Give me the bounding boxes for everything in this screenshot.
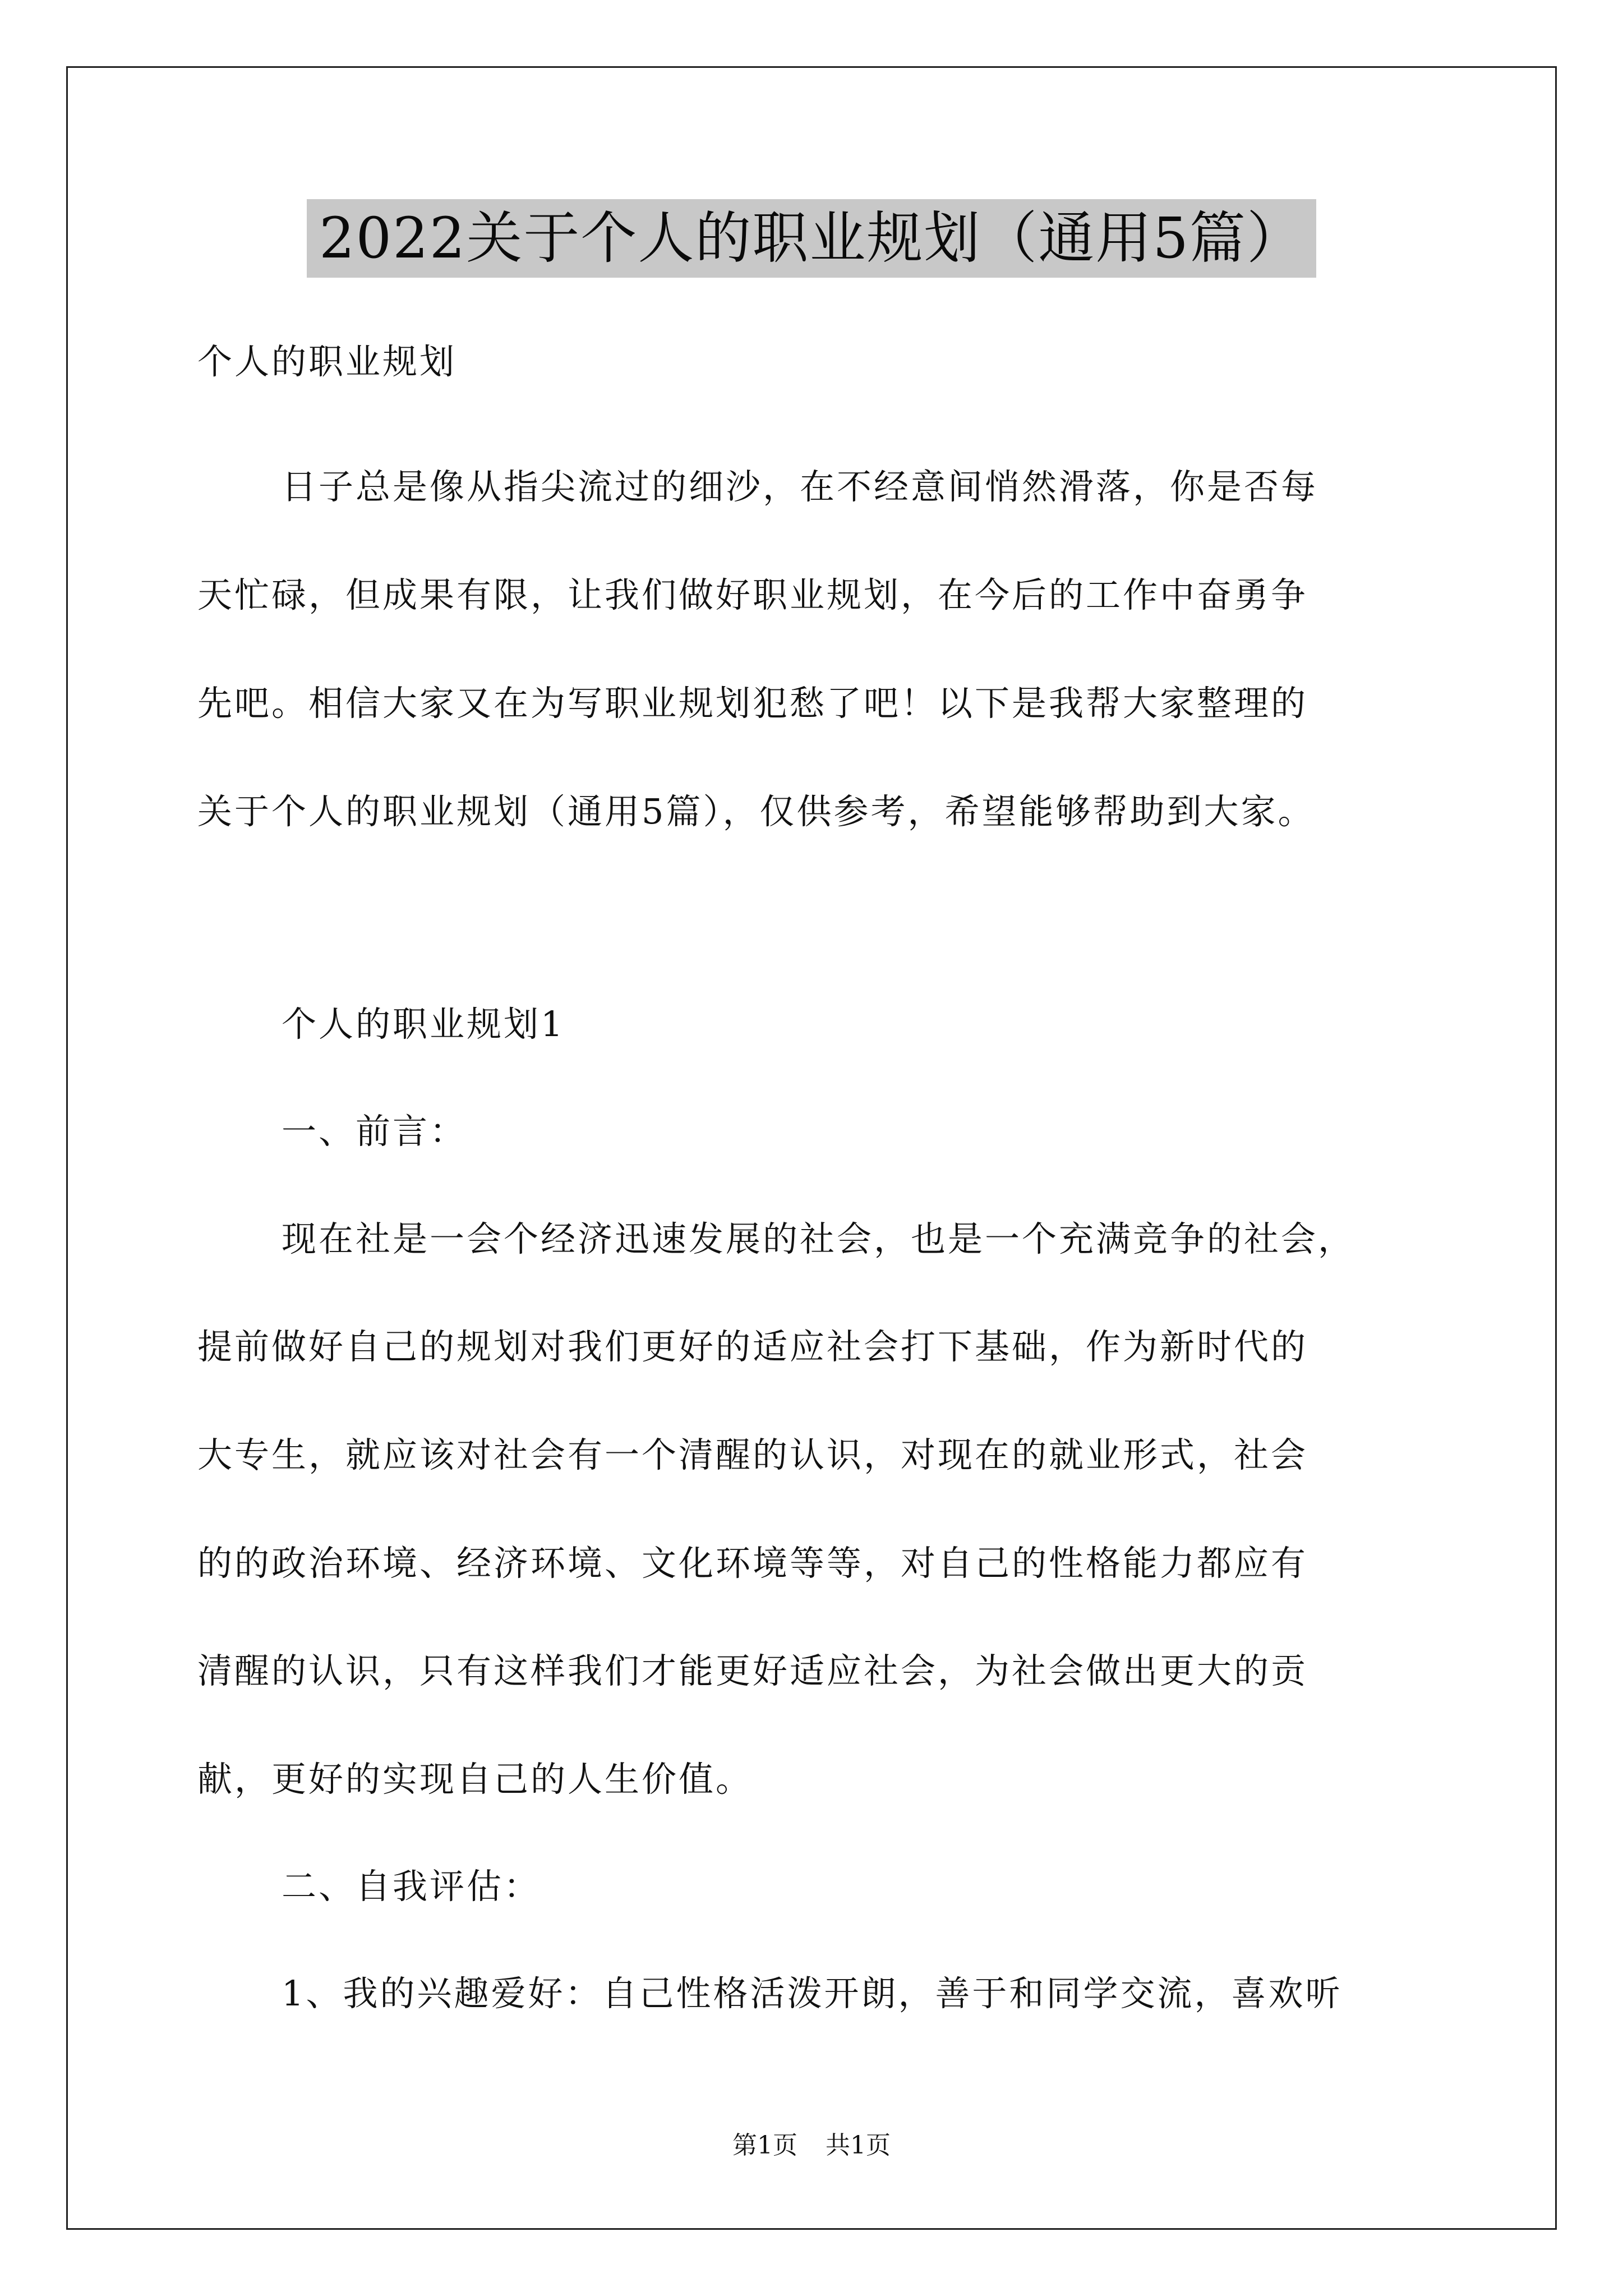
paragraph-line: 日子总是像从指尖流过的细沙，在不经意间悄然滑落，你是否每 — [282, 466, 1318, 507]
paragraph-line: 关于个人的职业规划（通用5篇），仅供参考，希望能够帮助到大家。 — [197, 791, 1315, 832]
section-heading: 二、自我评估： — [282, 1866, 541, 1907]
document-title: 2022关于个人的职业规划（通用5篇） — [307, 199, 1316, 278]
page-total: 共1页 — [826, 2131, 891, 2160]
paragraph-line: 大专生，就应该对社会有一个清醒的认识，对现在的就业形式，社会 — [197, 1434, 1308, 1475]
section-heading: 个人的职业规划1 — [282, 1004, 565, 1045]
paragraph-line: 的的政治环境、经济环境、文化环境等等，对自己的性格能力都应有 — [197, 1543, 1308, 1584]
title-container — [0, 199, 1623, 278]
paragraph-line: 现在社是一会个经济迅速发展的社会，也是一个充满竞争的社会， — [282, 1218, 1355, 1259]
paragraph-line: 提前做好自己的规划对我们更好的适应社会打下基础，作为新时代的 — [197, 1326, 1308, 1367]
section-heading: 个人的职业规划 — [197, 341, 457, 382]
section-heading: 一、前言： — [282, 1111, 467, 1152]
paragraph-line: 天忙碌，但成果有限，让我们做好职业规划，在今后的工作中奋勇争 — [197, 574, 1308, 615]
paragraph-line: 献，更好的实现自己的人生价值。 — [197, 1759, 753, 1800]
page-number: 第1页 — [732, 2131, 797, 2160]
paragraph-line: 清醒的认识，只有这样我们才能更好适应社会，为社会做出更大的贡 — [197, 1650, 1308, 1691]
paragraph-line: 1、我的兴趣爱好：自己性格活泼开朗，善于和同学交流，喜欢听 — [282, 1973, 1343, 2014]
paragraph-line: 先吧。相信大家又在为写职业规划犯愁了吧！以下是我帮大家整理的 — [197, 683, 1308, 724]
page-footer — [0, 2129, 1623, 2162]
